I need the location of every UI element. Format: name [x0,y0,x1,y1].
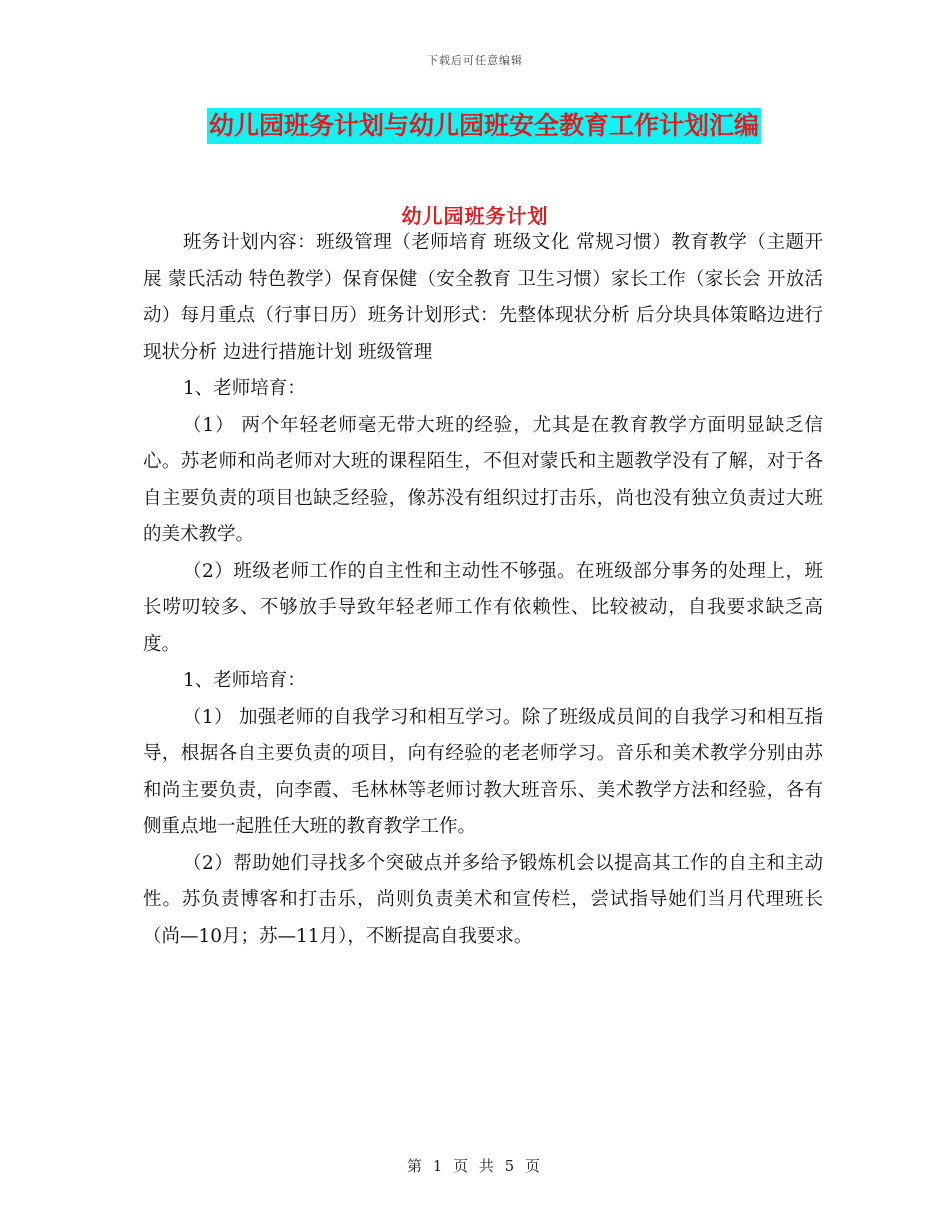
paragraph-intro: 班务计划内容：班级管理（老师培育 班级文化 常规习惯）教育教学（主题开展 蒙氏活动 特色教学）保育保健（安全教育 卫生习惯）家长工作（家长会 开放活动）每月重点（行事日历）班务计划形式：先整体现状分析 后分块具体策略边进行现状分析 边进行措施计划 班级管理 [143,232,823,363]
document-body [143,225,823,955]
paragraph-heading-teacher-training-2: 1、老师培育： [183,670,306,691]
page-header-note: 下载后可任意编辑 [427,54,523,67]
document-title: 幼儿园班务计划与幼儿园班安全教育工作计划汇编 [207,108,761,144]
section-title: 幼儿园班务计划 [401,204,549,228]
paragraph-heading-teacher-training: 1、老师培育： [183,378,306,399]
paragraph-measure-1: （1） 加强老师的自我学习和相互学习。除了班级成员间的自我学习和相互指导，根据各自主要负责的项目，向有经验的老老师学习。音乐和美术教学分别由苏和尚主要负责，向李霞、毛林林等老师讨教大班音乐、美术教学方法和经验，各有侧重点地一起胜任大班的教育教学工作。 [143,706,823,837]
paragraph-measure-2: （2）帮助她们寻找多个突破点并多给予锻炼机会以提高其工作的自主和主动性。苏负责博客和打击乐，尚则负责美术和宣传栏，尝试指导她们当月代理班长（尚—10月；苏—11月），不断提高自我要求。 [143,852,823,947]
page-number-footer: 第 1 页 共 5 页 [407,1157,543,1175]
paragraph-point-2: （2）班级老师工作的自主性和主动性不够强。在班级部分事务的处理上，班长唠叨较多、不够放手导致年轻老师工作有依赖性、比较被动，自我要求缺乏高度。 [143,560,823,655]
paragraph-point-1: （1） 两个年轻老师毫无带大班的经验，尤其是在教育教学方面明显缺乏信心。苏老师和尚老师对大班的课程陌生，不但对蒙氏和主题教学没有了解，对于各自主要负责的项目也缺乏经验，像苏没有组织过打击乐，尚也没有独立负责过大班的美术教学。 [143,414,823,545]
